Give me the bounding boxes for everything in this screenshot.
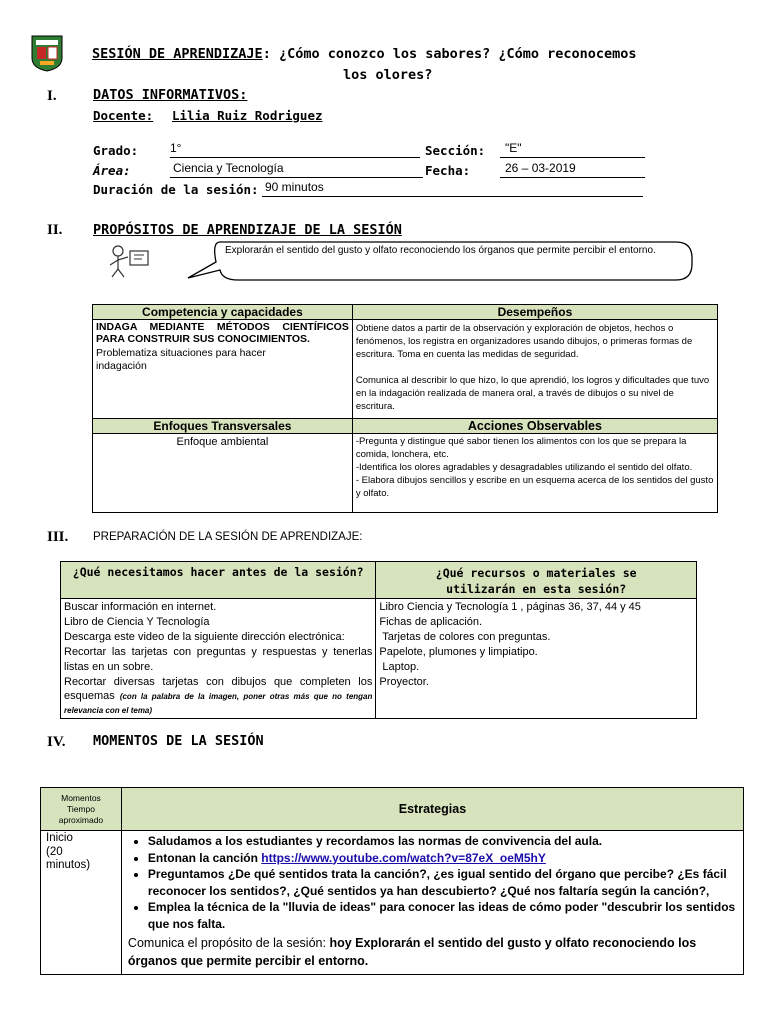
header-antes: ¿Qué necesitamos hacer antes de la sesión? (61, 562, 376, 599)
antes-item-1: Buscar información en internet. (64, 601, 217, 613)
antes-item-5 (64, 675, 372, 717)
school-logo (30, 34, 64, 72)
desempeno-1: Obtiene datos a partir de la observación y exploración de objetos, hechos o fenómenos, los registra en organizadores usando dibujos, o primeras formas de escritura. Toma en cuenta las medidas de seguridad. (355, 323, 693, 360)
strategies-list (128, 833, 737, 932)
competencia-text: INDAGA MEDIANTE MÉTODOS CIENTÍFICOS PARA CONSTRUIR SUS CONOCIMIENTOS. (96, 321, 349, 345)
area-label: Área: (93, 163, 131, 178)
page-title-line2: los olores? (343, 67, 433, 83)
momentos-table (40, 787, 744, 975)
area-value: Ciencia y Tecnología (170, 161, 423, 178)
docente-value: Lilia Ruiz Rodriguez (172, 108, 323, 123)
header-competencia: Competencia y capacidades (93, 305, 353, 320)
antes-item-3: Descarga este video de la siguiente dirección electrónica: (64, 631, 345, 643)
grado-label: Grado: (93, 143, 139, 158)
header-momentos: Momentos Tiempo aproximado (41, 788, 122, 831)
section4-number: IV. (47, 734, 66, 750)
proposito-line (128, 934, 737, 970)
proposito-label: Comunica el propósito de la sesión: (127, 936, 330, 950)
page-title (92, 46, 692, 62)
seccion-label: Sección: (425, 143, 486, 158)
section2-title: PROPÓSITOS DE APRENDIZAJE DE LA SESIÓN (93, 222, 402, 238)
section1-title: DATOS INFORMATIVOS: (93, 87, 248, 103)
antes-item-5-text: Recortar diversas tarjetas con dibujos que completen los esquemas (64, 676, 373, 702)
enfoque-text: Enfoque ambiental (176, 436, 269, 448)
grado-value: 1° (170, 141, 420, 158)
fecha-label: Fecha: (425, 163, 471, 178)
strategy-item-2 (148, 850, 737, 867)
docente-label: Docente: (93, 108, 154, 123)
recurso-item-4: Papelote, plumones y limpiatipo. (379, 646, 538, 658)
recurso-item-2: Fichas de aplicación. (379, 616, 483, 628)
fecha-value: 26 – 03-2019 (500, 161, 645, 178)
proposito-text: hoy Explorarán el sentido del gusto y olfato reconociendo los órganos que permite percibir el entorno. (127, 936, 697, 968)
recurso-item-6: Proyector. (379, 676, 429, 688)
duracion-value: 90 minutos (262, 180, 643, 197)
section3-title: PREPARACIÓN DE LA SESIÓN DE APRENDIZAJE: (93, 531, 363, 543)
strategy-item-1: • Saludamos a los estudiantes y recordamos las normas de convivencia del aula. (148, 833, 737, 850)
section2-number: II. (47, 222, 63, 238)
inicio-cell: Inicio (20 minutos) (41, 831, 122, 975)
header-recursos: ¿Qué recursos o materiales se utilizarán en esta sesión? (376, 562, 697, 599)
header-enfoques: Enfoques Transversales (93, 419, 353, 434)
antes-item-4: Recortar las tarjetas con preguntas y respuestas y tenerlas listas en un sobre. (64, 646, 373, 673)
capacidad-text: Problematiza situaciones para hacer indagación (96, 347, 266, 372)
recurso-item-5: Laptop. (379, 661, 420, 673)
seccion-value: "E" (500, 141, 645, 158)
header-acciones: Acciones Observables (352, 419, 717, 434)
recurso-item-3: Tarjetas de colores con preguntas. (379, 631, 551, 643)
recurso-item-1: Libro Ciencia y Tecnología 1 , páginas 36, 37, 44 y 45 (379, 601, 641, 613)
desempeno-2: Comunica al describir lo que hizo, lo que aprendió, los logros y dificultades que tuvo en la indagación realizada de manera oral, a través de dibujos o su nivel de escritura. (355, 375, 710, 412)
competencias-table (92, 304, 718, 513)
strategy-item-4: • Emplea la técnica de la "lluvia de ideas" para conocer las ideas de cómo poder "descubrir los sentidos que nos falta. (148, 899, 737, 932)
header-desempenos: Desempeños (352, 305, 717, 320)
accion-1: -Pregunta y distingue qué sabor tienen los alimentos con los que se prepara la comida, lonchera, etc. (355, 436, 687, 460)
section1-number: I. (47, 88, 57, 104)
antes-item-2: Libro de Ciencia Y Tecnología (64, 616, 210, 628)
accion-2: -Identifica los olores agradables y desagradables utilizando el sentido del olfato. (355, 462, 693, 473)
duracion-label: Duración de la sesión: (93, 182, 259, 197)
strategy-item-3: • Preguntamos ¿De qué sentidos trata la canción?, ¿es igual sentido del órgano que percibe? ¿Es fácil reconocer los sentidos?, ¿Qué sentidos ya han descubierto? ¿Qué nos faltaría según la canción?, (148, 866, 737, 899)
strategy-item-2-text: Entonan la canción (147, 850, 262, 865)
speech-bubble (178, 240, 696, 284)
header-estrategias: Estrategias (121, 788, 743, 831)
title-prefix: SESIÓN DE APRENDIZAJE (92, 46, 263, 62)
accion-3: - Elabora dibujos sencillos y escribe en un esquema acerca de los sentidos del gusto y olfato. (355, 475, 714, 499)
section3-number: III. (47, 529, 69, 545)
antes-note: (con la palabra de la imagen, poner otras más que no tengan relevancia con el tema) (64, 692, 373, 715)
preparacion-table (60, 561, 697, 719)
teacher-illustration (104, 243, 152, 279)
title-rest: : ¿Cómo conozco los sabores? ¿Cómo reconocemos (262, 46, 637, 62)
purpose-text: Explorarán el sentido del gusto y olfato reconociendo los órganos que permite percibir el entorno. (225, 245, 656, 256)
song-link[interactable]: https://www.youtube.com/watch?v=87eX_oeM5hY (261, 850, 546, 865)
section4-title: MOMENTOS DE LA SESIÓN (93, 733, 264, 749)
